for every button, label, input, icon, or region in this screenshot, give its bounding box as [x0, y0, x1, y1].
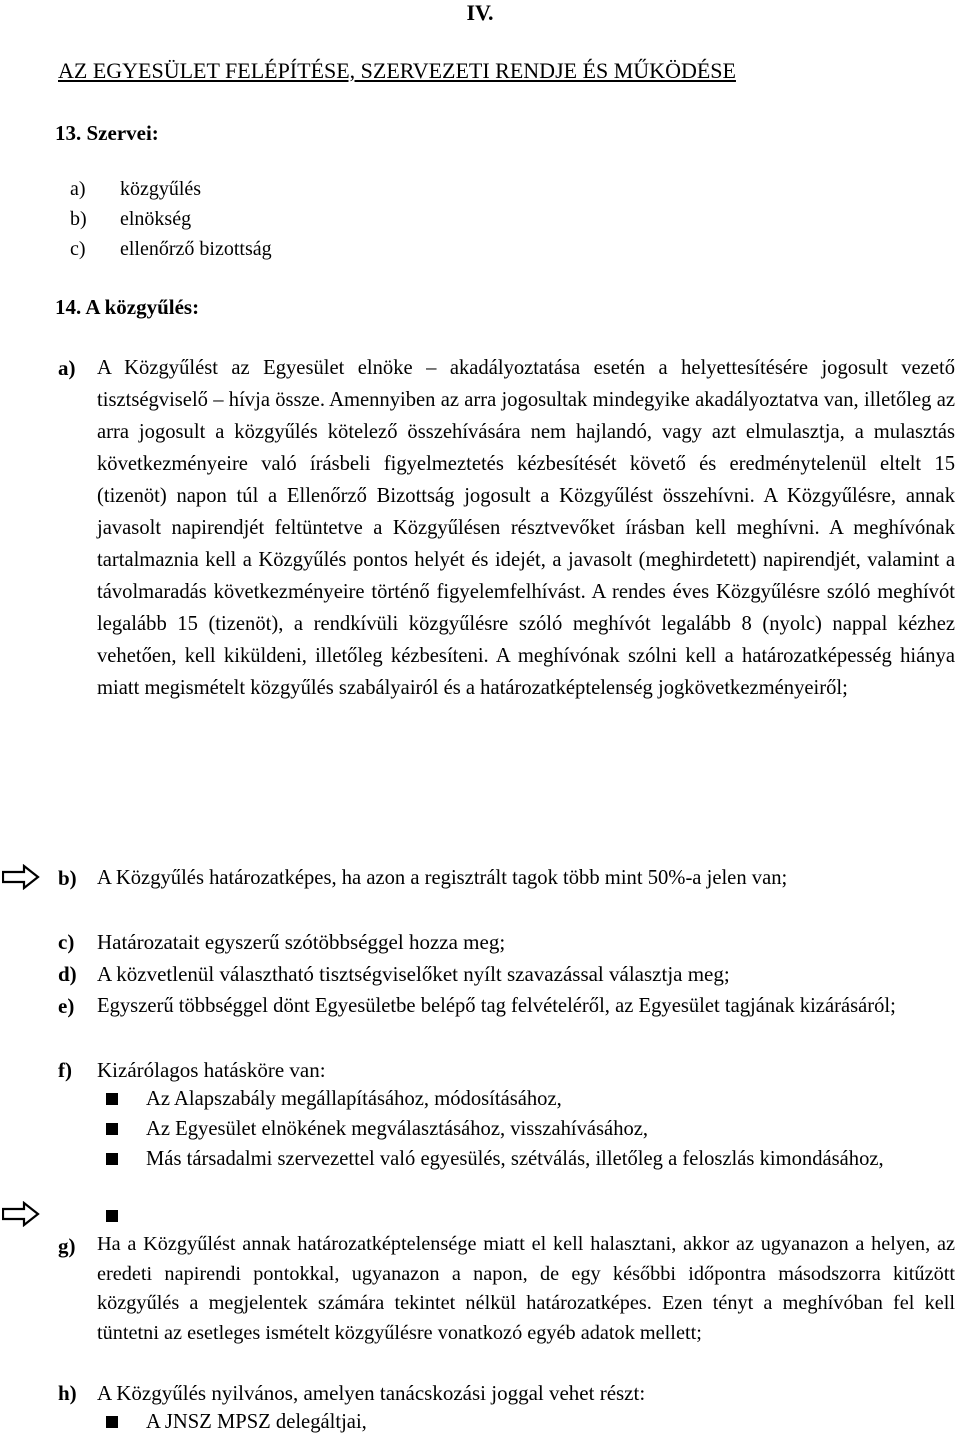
paragraph-a: A Közgyűlést az Egyesület elnöke – akadályoztatása esetén a helyettesítésére jogosult vezető tisztségviselő – hívja össze. Amennyiben az arra jogosultak mindegyike akadályoztatva van, illetőleg az arra jogosult a közgyűlés kötelező összehívására nem hajlandó, vagy azt elmulasztja, a mulasztás következményeire való írásbeli figyelmeztetés kézbesítését követő és eredménytelenül eltelt 15 (tizenöt) napon túl a Ellenőrző Bizottság jogosult a Közgyűlést összehívni. A Közgyűlésre, annak javasolt napirendjét feltüntetve a Közgyűlésen résztvevőket írásban kell meghívni. A meghívónak tartalmaznia kell a Közgyűlés pontos helyét és idejét, a javasolt (meghirdetett) napirendjét, valamint a távolmaradás következményeire történő figyelemfelhívást. A rendes éves Közgyűlésre szóló meghívót legalább 15 (tizenöt), a rendkívüli közgyűlésre szóló meghívót legalább 8 (nyolc) nappal kézhez vehetően, kell kiküldeni, illetőleg kézbesíteni. A meghívónak szólni kell a határozatképesség hiánya miatt megismételt közgyűlés szabályairól és a határozatképtelenség jogkövetkezményeiről;	[97, 357, 955, 699]
paragraph-c: Határozatait egyszerű szótöbbséggel hozza meg;	[97, 930, 506, 954]
item-label-d: d)	[58, 962, 77, 986]
paragraph-b: A Közgyűlés határozatképes, ha azon a regisztrált tagok több mint 50%-a jelen van;	[97, 867, 788, 889]
bullet-item: Más társadalmi szervezettel való egyesülés, szétválás, illetőleg a feloszlás kimondásához,	[146, 1148, 884, 1170]
bullet-square	[106, 1123, 118, 1135]
paragraph-f: Kizárólagos hatásköre van:	[97, 1058, 326, 1082]
paragraph-e: Egyszerű többséggel dönt Egyesületbe belépő tag felvételéről, az Egyesület tagjának kizárásáról;	[97, 995, 896, 1017]
item-label-e: e)	[58, 994, 75, 1018]
bullet-item: Az Egyesület elnökének megválasztásához, visszahívásához,	[146, 1118, 649, 1140]
list-item-label: a)	[70, 178, 86, 200]
bullet-item: A JNSZ MPSZ delegáltjai,	[146, 1411, 367, 1433]
list-item-label: c)	[70, 238, 86, 260]
chapter-heading: AZ EGYESÜLET FELÉPÍTÉSE, SZERVEZETI RENDJE ÉS MŰKÖDÉSE	[58, 58, 736, 83]
bullet-item: Az Alapszabály megállapításához, módosításához,	[146, 1088, 562, 1110]
bullet-square	[106, 1093, 118, 1105]
list-item: elnökség	[120, 208, 192, 230]
chapter-number: IV.	[466, 0, 494, 25]
item-label-b: b)	[58, 866, 77, 890]
item-label-c: c)	[58, 930, 75, 954]
item-label-a: a)	[58, 356, 76, 380]
item-label-h: h)	[58, 1381, 77, 1405]
bullet-square	[106, 1153, 118, 1165]
list-item: közgyűlés	[120, 178, 202, 200]
paragraph-h: A Közgyűlés nyilvános, amelyen tanácskozási joggal vehet részt:	[97, 1381, 646, 1405]
bullet-square	[106, 1210, 118, 1222]
right-arrow-icon	[2, 864, 40, 890]
section-14-title: 14. A közgyűlés:	[55, 295, 200, 319]
item-label-f: f)	[58, 1058, 72, 1082]
paragraph-d: A közvetlenül választható tisztségviselőket nyílt szavazással választja meg;	[97, 962, 730, 986]
bullet-square	[106, 1416, 118, 1428]
right-arrow-icon	[2, 1201, 40, 1227]
list-item: ellenőrző bizottság	[120, 238, 272, 260]
section-13-title: 13. Szervei:	[55, 121, 159, 145]
list-item-label: b)	[70, 208, 87, 230]
item-label-g: g)	[58, 1234, 76, 1258]
paragraph-g: Ha a Közgyűlést annak határozatképtelensége miatt el kell halasztani, akkor az ugyanazon a helyen, az eredeti napirendi pontokkal, ugyanazon a napon, de egy későbbi időpontra másodszorra kitűzött közgyűlés a megjelentek számára tekintet nélkül határozatképes. Ezen tényt a meghívóban fel kell tüntetni az esetleges ismételt közgyűlésre vonatkozó egyéb adatok mellett;	[97, 1233, 955, 1344]
